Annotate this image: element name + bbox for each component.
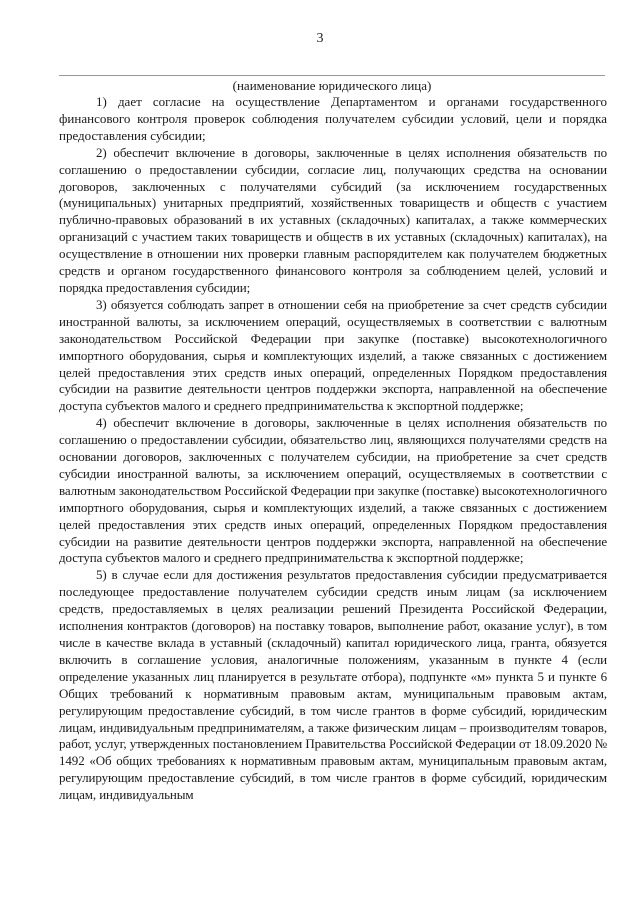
legal-entity-caption: (наименование юридического лица) — [232, 78, 432, 93]
signature-line — [59, 75, 605, 76]
document-body — [59, 94, 607, 804]
paragraph-contract-consent: 2) обеспечит включение в договоры, заключенные в целях исполнения обязательств по соглашению о предоставлении субсидии, согласие лиц, получающих средства на основании договоров, заключенных с получателями субсидий (за исключением государственных (муниципальных) унитарных предприятий, хозяйственных товариществ и обществ с участием публично-правовых образований в их уставных (складочных) капиталах, а также коммерческих организаций с участием таких товариществ и обществ в их уставных (складочных) капиталах), на осуществление в отношении них проверки главным распорядителем как получателем бюджетных средств и органом государственного финансового контроля за соблюдением целей, условий и порядка предоставления субсидии; — [59, 144, 607, 295]
paragraph-further-provision: 5) в случае если для достижения результатов предоставления субсидии предусматривается последующее предоставление получателем субсидии средств иным лицам (за исключением средств, предоставляемых в целях реализации решений Президента Российской Федерации, исполнения контрактов (договоров) на поставку товаров, выполнение работ, оказание услуг), в том числе в качестве вклада в уставный (складочный) капитал юридического лица, гранта, обязуется включить в соглашение условия, аналогичные положениям, указанным в пункте 4 (если определение указанных лиц планируется в результате отбора), подпункте «м» пункта 5 и пункте 6 Общих требований к нормативным правовым актам, муниципальным правовым актам, регулирующим предоставление субсидий, в том числе грантов в форме субсидий, юридическим лицам, индивидуальным предпринимателям, а также физическим лицам – производителям товаров, работ, услуг, утвержденных постановлением Правительства Российской Федерации от 18.09.2020 № 1492 «Об общих требованиях к нормативным правовым актам, муниципальным правовым актам, регулирующим предоставление субсидий, в том числе грантов в форме субсидий, юридическим лицам, индивидуальным — [59, 567, 607, 803]
page-number: 3 — [316, 31, 324, 46]
paragraph-contract-obligation: 4) обеспечит включение в договоры, заключенные в целях исполнения обязательств по соглашению о предоставлении субсидии, обязательство лиц, являющихся получателями средств на основании договоров, заключенных с получателем субсидии, на приобретение за счет средств субсидии иностранной валюты, за исключением операций, осуществляемых в соответствии с валютным законодательством Российской Федерации при закупке (поставке) высокотехнологичного импортного оборудования, сырья и комплектующих изделий, а также связанных с достижением целей предоставления этих средств иных операций, определенных Порядком предоставления субсидии на развитие деятельности центров поддержки экспорта, направленной на обеспечение доступа субъектов малого и среднего предпринимательства к экспортной поддержке; — [59, 415, 607, 566]
paragraph-currency-ban: 3) обязуется соблюдать запрет в отношении себя на приобретение за счет средств субсидии иностранной валюты, за исключением операций, осуществляемых в соответствии с валютным законодательством Российской Федерации при закупке (поставке) высокотехнологичного импортного оборудования, сырья и комплектующих изделий, а также связанных с достижением целей предоставления этих средств иных операций, определенных Порядком предоставления субсидии на развитие деятельности центров поддержки экспорта, направленной на обеспечение доступа субъектов малого и среднего предпринимательства к экспортной поддержке; — [59, 296, 607, 414]
paragraph-consent-inspection: 1) дает согласие на осуществление Департаментом и органами государственного финансового контроля проверок соблюдения получателем субсидии условий, цели и порядка предоставления субсидии; — [59, 94, 607, 143]
